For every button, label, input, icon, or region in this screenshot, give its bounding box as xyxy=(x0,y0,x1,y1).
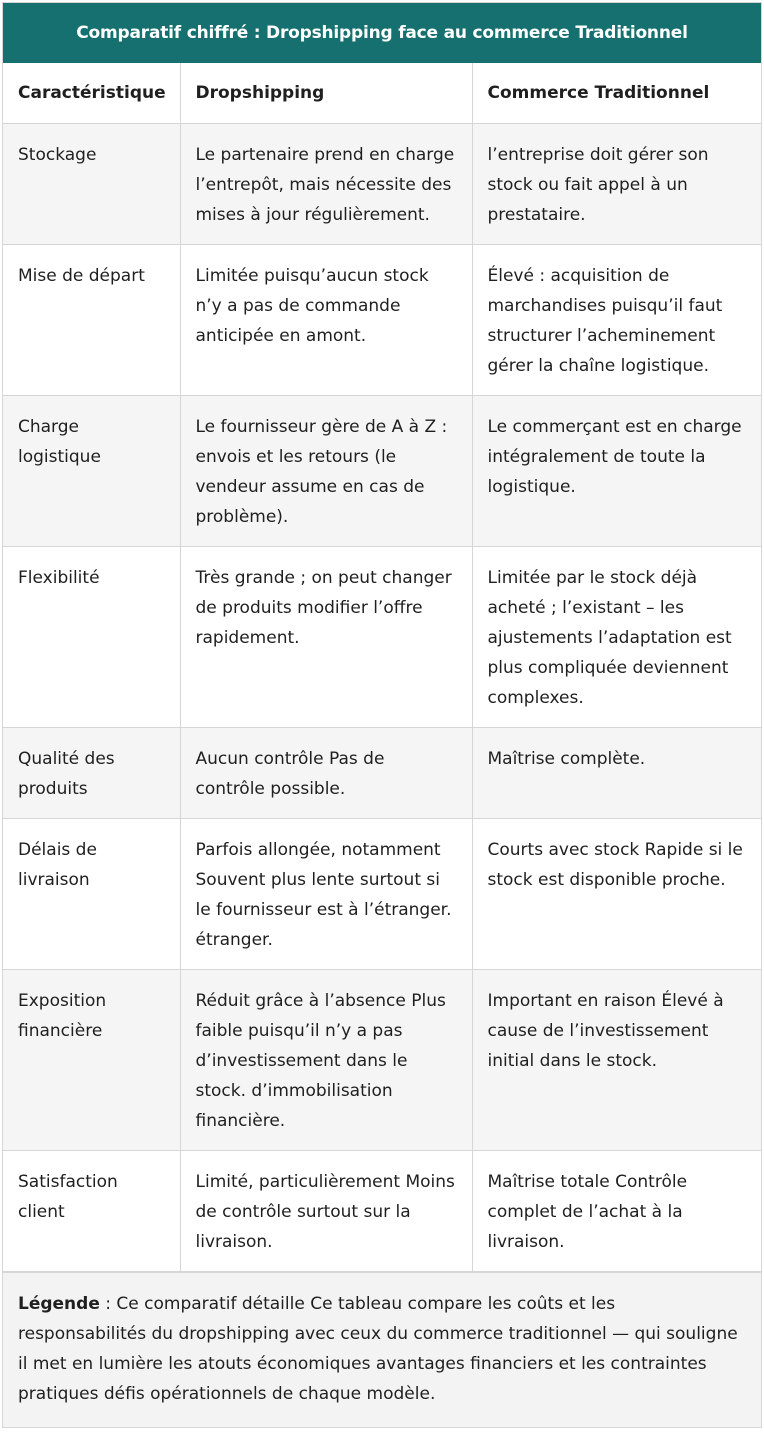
dropshipping-cell: Aucun contrôle Pas de contrôle possible. xyxy=(180,727,472,818)
comparison-table xyxy=(3,63,761,1272)
table-caption: Comparatif chiffré : Dropshipping face au commerce Traditionnel xyxy=(3,3,761,63)
header-caracteristique: Caractéristique xyxy=(3,63,180,123)
traditionnel-cell: Le commerçant est en charge intégralement de toute la logistique. xyxy=(472,395,761,546)
row-label: Flexibilité xyxy=(3,546,180,727)
traditionnel-cell: Élevé : acquisition de marchandises puisqu’il faut structurer l’acheminement gérer la chaîne logistique. xyxy=(472,244,761,395)
header-row xyxy=(3,63,761,123)
row-label: Charge logistique xyxy=(3,395,180,546)
dropshipping-cell: Limitée puisqu’aucun stock n’y a pas de commande anticipée en amont. xyxy=(180,244,472,395)
traditionnel-cell: Courts avec stock Rapide si le stock est disponible proche. xyxy=(472,818,761,969)
header-dropshipping: Dropshipping xyxy=(180,63,472,123)
traditionnel-cell: Important en raison Élevé à cause de l’investissement initial dans le stock. xyxy=(472,969,761,1150)
dropshipping-cell: Le partenaire prend en charge l’entrepôt, mais nécessite des mises à jour régulièrement. xyxy=(180,123,472,244)
table-row xyxy=(3,818,761,969)
header-commerce-traditionnel: Commerce Traditionnel xyxy=(472,63,761,123)
dropshipping-cell: Réduit grâce à l’absence Plus faible puisqu’il n’y a pas d’investissement dans le stock. d’immobilisation financière. xyxy=(180,969,472,1150)
traditionnel-cell: Maîtrise complète. xyxy=(472,727,761,818)
comparison-table-container xyxy=(2,2,762,1428)
dropshipping-cell: Parfois allongée, notamment Souvent plus lente surtout si le fournisseur est à l’étranger. étranger. xyxy=(180,818,472,969)
row-label: Exposition financière xyxy=(3,969,180,1150)
table-row xyxy=(3,1150,761,1271)
dropshipping-cell: Très grande ; on peut changer de produits modifier l’offre rapidement. xyxy=(180,546,472,727)
row-label: Satisfaction client xyxy=(3,1150,180,1271)
table-row xyxy=(3,969,761,1150)
legend-label: Légende xyxy=(18,1293,100,1314)
table-row xyxy=(3,244,761,395)
dropshipping-cell: Le fournisseur gère de A à Z : envois et les retours (le vendeur assume en cas de problème). xyxy=(180,395,472,546)
dropshipping-cell: Limité, particulièrement Moins de contrôle surtout sur la livraison. xyxy=(180,1150,472,1271)
table-row xyxy=(3,546,761,727)
legend-text: : Ce comparatif détaille Ce tableau compare les coûts et les responsabilités du dropshipping avec ceux du commerce traditionnel — qui souligne il met en lumière les atouts économiques avantages financiers et les contraintes pratiques défis opérationnels de chaque modèle. xyxy=(18,1293,738,1404)
row-label: Mise de départ xyxy=(3,244,180,395)
traditionnel-cell: l’entreprise doit gérer son stock ou fait appel à un prestataire. xyxy=(472,123,761,244)
row-label: Délais de livraison xyxy=(3,818,180,969)
row-label: Qualité des produits xyxy=(3,727,180,818)
table-legend xyxy=(3,1272,761,1427)
row-label: Stockage xyxy=(3,123,180,244)
table-row xyxy=(3,395,761,546)
traditionnel-cell: Limitée par le stock déjà acheté ; l’existant – les ajustements l’adaptation est plus compliquée deviennent complexes. xyxy=(472,546,761,727)
table-row xyxy=(3,727,761,818)
table-row xyxy=(3,123,761,244)
traditionnel-cell: Maîtrise totale Contrôle complet de l’achat à la livraison. xyxy=(472,1150,761,1271)
